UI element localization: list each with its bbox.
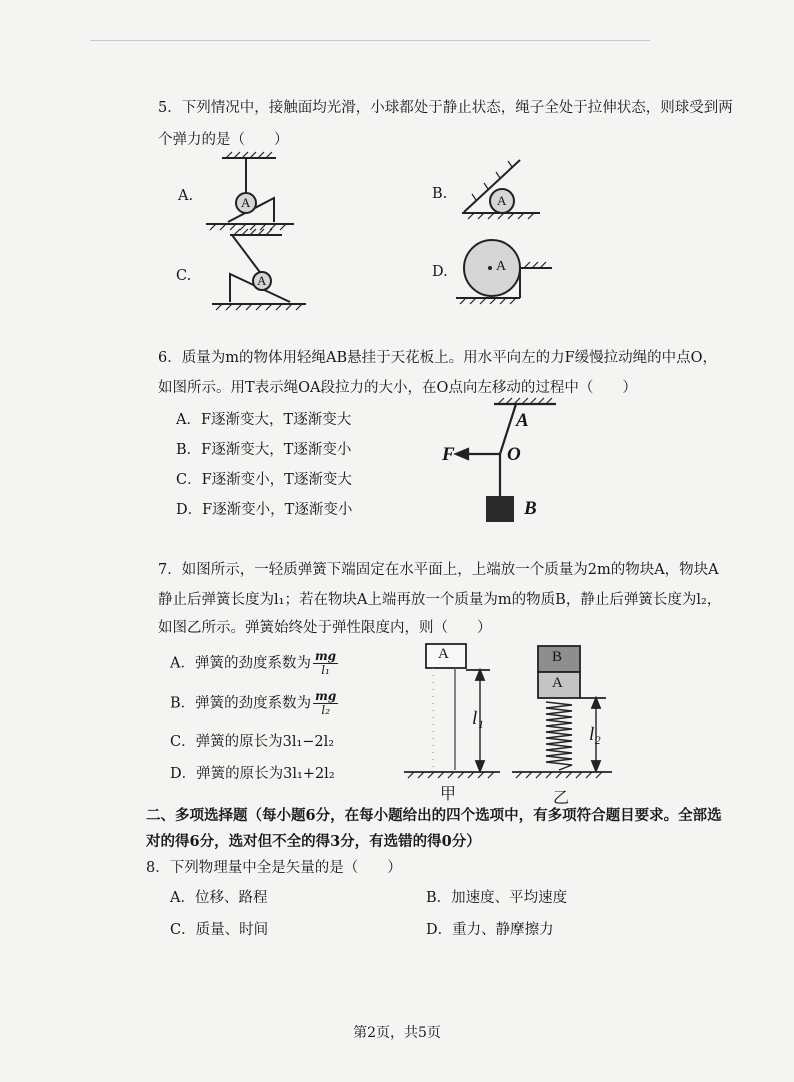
q7-yi-block-B: B: [552, 649, 563, 665]
q5d-ball-label: A: [496, 259, 507, 274]
q5-stem-line2: 个弹力的是（ ）: [158, 132, 289, 148]
q6-label-B: B: [524, 498, 537, 519]
q7-option-a-denominator: l₁: [321, 663, 330, 677]
page-footer: 第2页，共5页: [353, 1025, 441, 1041]
q7-stem-line3: 如图乙所示。弹簧始终处于弹性限度内，则（ ）: [158, 620, 492, 636]
q7-stem-line1: 7．如图所示，一轻质弹簧下端固定在水平面上，上端放一个质量为2m的物块A，物块A: [158, 562, 719, 578]
q7-option-a-text: A．弹簧的劲度系数为: [170, 655, 311, 672]
q7-option-b-text: B．弹簧的劲度系数为: [170, 695, 312, 712]
q7-label-l2: l₂: [589, 724, 601, 745]
q7-jia-block-A: A: [438, 646, 449, 662]
q5a-ball-label: A: [241, 195, 251, 210]
q6-option-a: A．F逐渐变大，T逐渐变大: [176, 412, 352, 428]
q6-option-b: B．F逐渐变大，T逐渐变小: [176, 442, 352, 458]
q7-option-a-numerator: mg: [314, 649, 337, 663]
q6-label-F: F: [442, 444, 455, 465]
q7-yi-block-A: A: [552, 675, 563, 691]
q5-option-d-label: D.: [432, 264, 448, 280]
q7-stem-line2: 静止后弹簧长度为l₁；若在物块A上端再放一个质量为m的物质B，静止后弹簧长度为l₂，: [158, 592, 722, 608]
q8-option-b: B．加速度、平均速度: [426, 890, 568, 906]
q7-option-d: D．弹簧的原长为3l₁+2l₂: [170, 766, 335, 782]
q7-option-c: C．弹簧的原长为3l₁−2l₂: [170, 734, 335, 750]
q5-option-a-label: A.: [178, 188, 194, 204]
q8-stem: 8．下列物理量中全是矢量的是（ ）: [146, 860, 402, 876]
q7-label-l1: l₁: [472, 708, 484, 729]
q6-label-O: O: [507, 444, 521, 465]
q7-caption-yi: 乙: [553, 788, 570, 807]
q6-stem-line2: 如图所示。用T表示绳OA段拉力的大小，在O点向左移动的过程中（ ）: [158, 380, 637, 396]
q6-stem-line1: 6．质量为m的物体用轻绳AB悬挂于天花板上。用水平向左的力F缓慢拉动绳的中点O，: [158, 350, 718, 366]
q5-option-b-label: B.: [432, 186, 448, 202]
q5-option-c-label: C.: [176, 268, 192, 284]
q5b-ball-label: A: [497, 193, 507, 208]
q7-option-b-denominator: l₂: [321, 703, 331, 717]
section2-heading-line2: 对的得6分，选对但不全的得3分，有选错的得0分）: [146, 833, 481, 850]
q5-stem-line1: 5．下列情况中，接触面均光滑，小球都处于静止状态，绳子全处于拉伸状态，则球受到两: [158, 100, 733, 116]
q6-option-d: D．F逐渐变小，T逐渐变小: [176, 502, 353, 518]
q8-option-c: C．质量、时间: [170, 922, 269, 938]
q7-caption-jia: 甲: [440, 784, 457, 803]
q5c-ball-label: A: [257, 273, 267, 288]
q8-option-a: A．位移、路程: [170, 890, 268, 906]
section2-heading-line1: 二、多项选择题（每小题6分，在每小题给出的四个选项中，有多项符合题目要求。全部选: [146, 807, 722, 824]
q6-label-A: A: [516, 410, 529, 431]
q8-option-d: D．重力、静摩擦力: [426, 922, 554, 938]
q7-option-b-numerator: mg: [315, 689, 337, 703]
q6-option-c: C．F逐渐变小，T逐渐变大: [176, 472, 352, 488]
q7-figure-jia: [404, 644, 500, 778]
